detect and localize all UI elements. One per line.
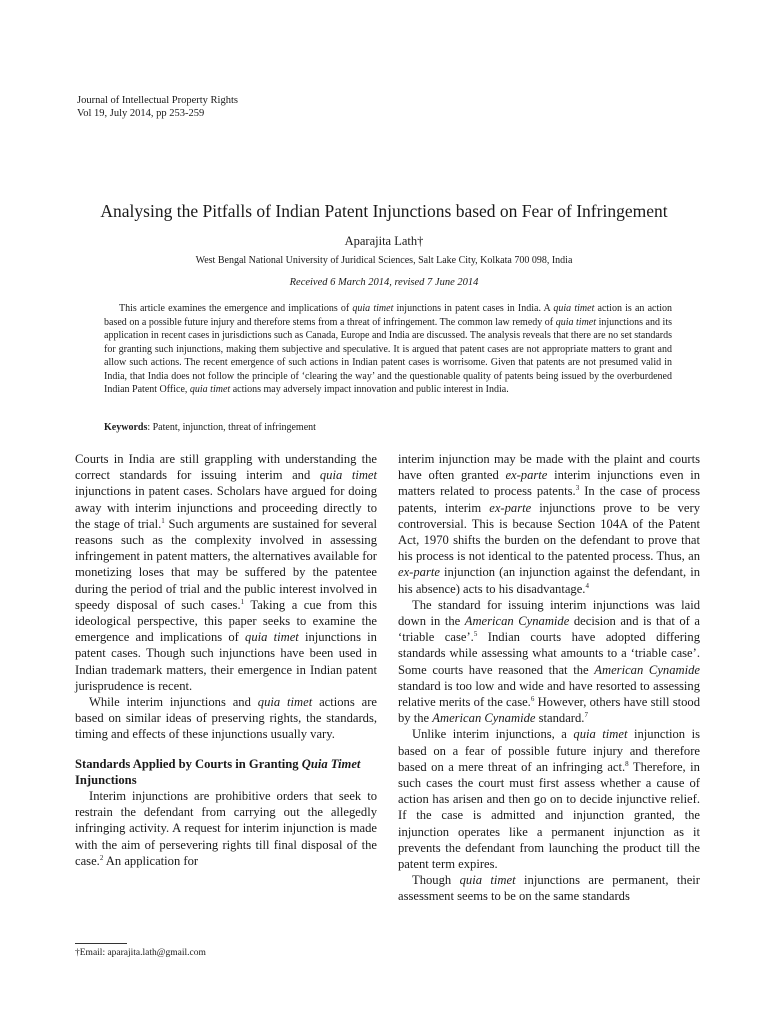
abstract: This article examines the emergence and implications of quia timet injunctions in patent cases in India. A quia timet action is an action based on a possible future injury and therefore stems from a threat of infringement. The common law remedy of quia timet injunctions and its application in recent cases in jurisdictions such as Canada, Europe and India are discussed. The analysis reveals that there are no set standards for granting such injunctions, making them subjective and speculative. It is argued that patent cases are not appropriate matters to grant and allow such actions. The recent emergence of such actions in Indian patent cases is worrisome. Given that patents are not presumed valid in India, that India does not follow the principle of ‘clearing the way’ and the questionable quality of patents being issued by the overburdened Indian Patent Office, quia timet actions may adversely impact innovation and public interest in India. bbox=[104, 303, 673, 395]
body-paragraph: interim injunction may be made with the plaint and courts have often granted ex-parte interim injunctions even in matters related to process patents.$^3$ In the case of process patents, interim ex-parte injunctions prove to be very controversial. This is because Section 104A of the Patent Act, 1970 shifts the burden on the defendant to prove that his process is not identical to the patented process. Thus, an ex-parte injunction (an injunction against the defendant, in his absence) acts to his disadvantage.$^4$ bbox=[398, 452, 701, 596]
received-dates: Received 6 March 2014, revised 7 June 2014 bbox=[289, 277, 479, 288]
body-paragraph: The standard for issuing interim injunctions was laid down in the American Cynamide decision and is that of a ‘triable case’.$^5$ Indian courts have adopted differing standards while assessing what amounts to a ‘triable case’. Some courts have reasoned that the American Cynamide standard is too low and wide and have resorted to assessing relative merits of the case.$^6$ However, others have still stood by the American Cynamide standard.$^7$ bbox=[398, 597, 701, 726]
footnote-divider bbox=[75, 943, 127, 944]
keywords-label: Keywords bbox=[104, 422, 148, 433]
section-heading: Standards Applied by Courts in Granting Quia Timet Injunctions bbox=[75, 756, 361, 787]
journal-name: Journal of Intellectual Property Rights bbox=[77, 95, 238, 106]
body-paragraph: Interim injunctions are prohibitive orders that seek to restrain the defendant from carrying out the allegedly infringing activity. A request for interim injunction is made with the aim of persevering rights till final disposal of the case.$^2$ An application for bbox=[75, 789, 377, 868]
left-column bbox=[75, 451, 377, 869]
keywords-text: : Patent, injunction, threat of infringement bbox=[147, 422, 316, 433]
footnote-email: †Email: aparajita.lath@gmail.com bbox=[75, 948, 206, 958]
body-paragraph: Though quia timet injunctions are permanent, their assessment seems to be on the same standards bbox=[398, 873, 700, 904]
keywords bbox=[104, 422, 316, 433]
body-paragraph: Courts in India are still grappling with understanding the correct standards for issuing interim and quia timet injunctions in patent cases. Scholars have argued for doing away with interim injunctions and proceeding directly to the stage of trial.$^1$ Such arguments are sustained for several reasons such as the complexity involved in assessing infringement in patent matters, the alternatives available for monetizing loses that may be suffered by the patentee during the period of trial and the public interest involved in speedy disposal of such cases.$^1$ Taking a cue from this ideological perspective, this paper seeks to examine the emergence and implications of quia timet injunctions in patent cases. Though such injunctions have been used in Indian trademark matters, their emergence in Indian patent jurisprudence is recent. bbox=[75, 452, 377, 693]
journal-volume: Vol 19, July 2014, pp 253-259 bbox=[77, 108, 205, 119]
body-paragraph: While interim injunctions and quia timet actions are based on similar ideas of preserving rights, the standards, timing and effects of these injunctions usually vary. bbox=[75, 695, 377, 742]
author-affiliation: West Bengal National University of Juridical Sciences, Salt Lake City, Kolkata 700 098, India bbox=[195, 255, 573, 266]
article-title: Analysing the Pitfalls of Indian Patent Injunctions based on Fear of Infringement bbox=[100, 201, 668, 221]
article-author: Aparajita Lath† bbox=[344, 234, 424, 248]
right-column bbox=[398, 451, 700, 905]
body-paragraph: Unlike interim injunctions, a quia timet injunction is based on a fear of possible future injury and therefore based on a mere threat of an infringing act.$^8$ Therefore, in such cases the court must first assess whether a cause of action has arisen and then go on to decide injunctive relief. If the case is admitted and injunction granted, the injunction operates like a permanent injunction as it prevents the defendant from launching the product till the patent term expires. bbox=[398, 727, 700, 872]
journal-header bbox=[77, 94, 238, 120]
